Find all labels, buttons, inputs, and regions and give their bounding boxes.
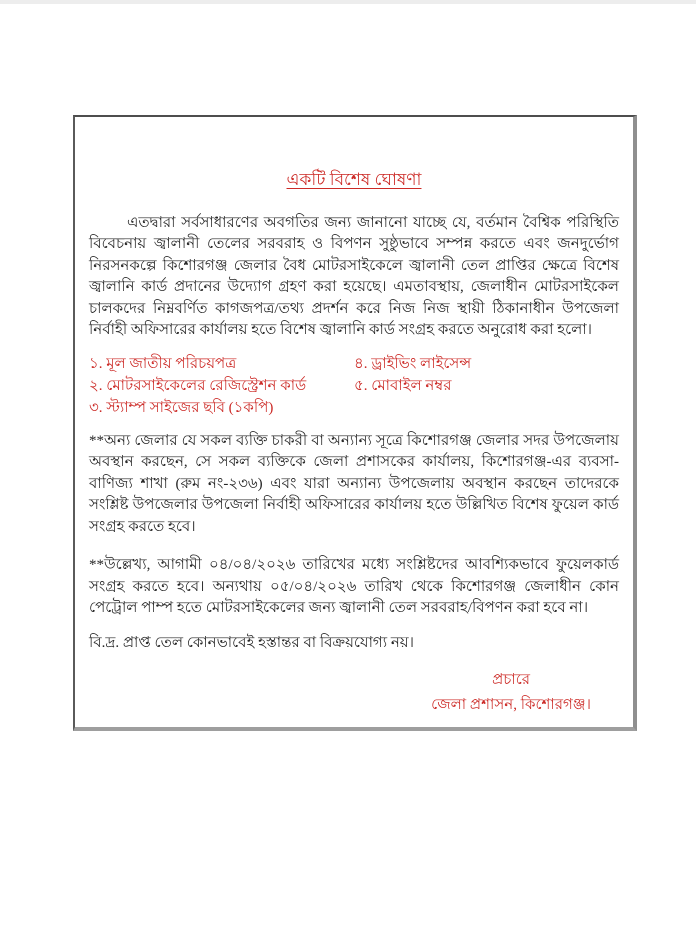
notice-title: একটি বিশেষ ঘোষণা — [286, 170, 422, 189]
required-documents-list — [89, 353, 619, 419]
required-documents-left-column — [89, 353, 354, 419]
note-deadline: **উল্লেখ্য, আগামী ০৪/০৪/২০২৬ তারিখের মধ্যে সংশ্লিষ্টদের আবশ্যিকভাবে ফুয়েলকার্ড সংগ্রহ করতে হবে। অন্যথায় ০৫/০৪/২০২৬ তারিখ থেকে কিশোরগঞ্জ জেলাধীন কোন পেট্রোল পাম্প হতে মোটরসাইকেলের জন্য জ্বালানী তেল সরবরাহ/বিপণন করা হবে না। — [89, 557, 619, 616]
signature-publicity-label: প্রচারে — [492, 672, 531, 688]
signature-authority: জেলা প্রশাসন, কিশোরগঞ্জ। — [431, 697, 591, 713]
signature-block — [431, 668, 591, 718]
requirement-item-mobile-number: ৫. মোবাইল নম্বর — [354, 377, 452, 394]
requirement-item-driving-license: ৪. ড্রাইভিং লাইসেন্স — [354, 355, 472, 372]
postscript-note: বি.দ্র. প্রাপ্ত তেল কোনভাবেই হস্তান্তর বা বিক্রয়যোগ্য নয়। — [89, 634, 415, 651]
requirement-item-national-id: ১. মূল জাতীয় পরিচয়পত্র — [89, 355, 237, 372]
intro-paragraph: এতদ্বারা সর্বসাধারণের অবগতির জন্য জানানো যাচ্ছে যে, বর্তমান বৈশ্বিক পরিস্থিতি বিবেচনায় জ্বালানী তেলের সরবরাহ ও বিপণন সুষ্ঠুভাবে সম্পন্ন করতে এবং জনদুর্ভোগ নিরসনকল্পে কিশোরগঞ্জ জেলার বৈধ মোটরসাইকেলে জ্বালানী তেল প্রাপ্তির ক্ষেত্রে বিশেষ জ্বালানি কার্ড প্রদানের উদ্যোগ গ্রহণ করা হয়েছে। এমতাবস্থায়, জেলাধীন মোটরসাইকেল চালকদের নিম্নবর্ণিত কাগজপত্র/তথ্য প্রদর্শন করে নিজ নিজ স্থায়ী ঠিকানাধীন উপজেলা নির্বাহী অফিসারের কার্যালয় হতে বিশেষ জ্বালানি কার্ড সংগ্রহ করতে অনুরোধ করা হলো। — [89, 214, 619, 338]
notice-document — [73, 115, 637, 731]
requirement-item-registration-card: ২. মোটরসাইকেলের রেজিস্ট্রেশন কার্ড — [89, 377, 307, 394]
scan-edge-strip — [0, 0, 696, 4]
requirement-item-stamp-photo: ৩. স্ট্যাম্প সাইজের ছবি (১কপি) — [89, 399, 274, 416]
required-documents-right-column — [354, 353, 619, 419]
note-other-districts: **অন্য জেলার যে সকল ব্যক্তি চাকরী বা অন্যান্য সূত্রে কিশোরগঞ্জ জেলার সদর উপজেলায় অবস্থান করছেন, সে সকল ব্যক্তিকে জেলা প্রশাসকের কার্যালয়, কিশোরগঞ্জ-এর ব্যবসা-বাণিজ্য শাখা (রুম নং-২৩৬) এবং যারা অন্যান্য উপজেলায় অবস্থান করছেন তাদেরকে সংশ্লিষ্ট উপজেলার উপজেলা নির্বাহী অফিসারের কার্যালয় হতে উল্লিখিত বিশেষ ফুয়েল কার্ড সংগ্রহ করতে হবে। — [89, 432, 619, 535]
